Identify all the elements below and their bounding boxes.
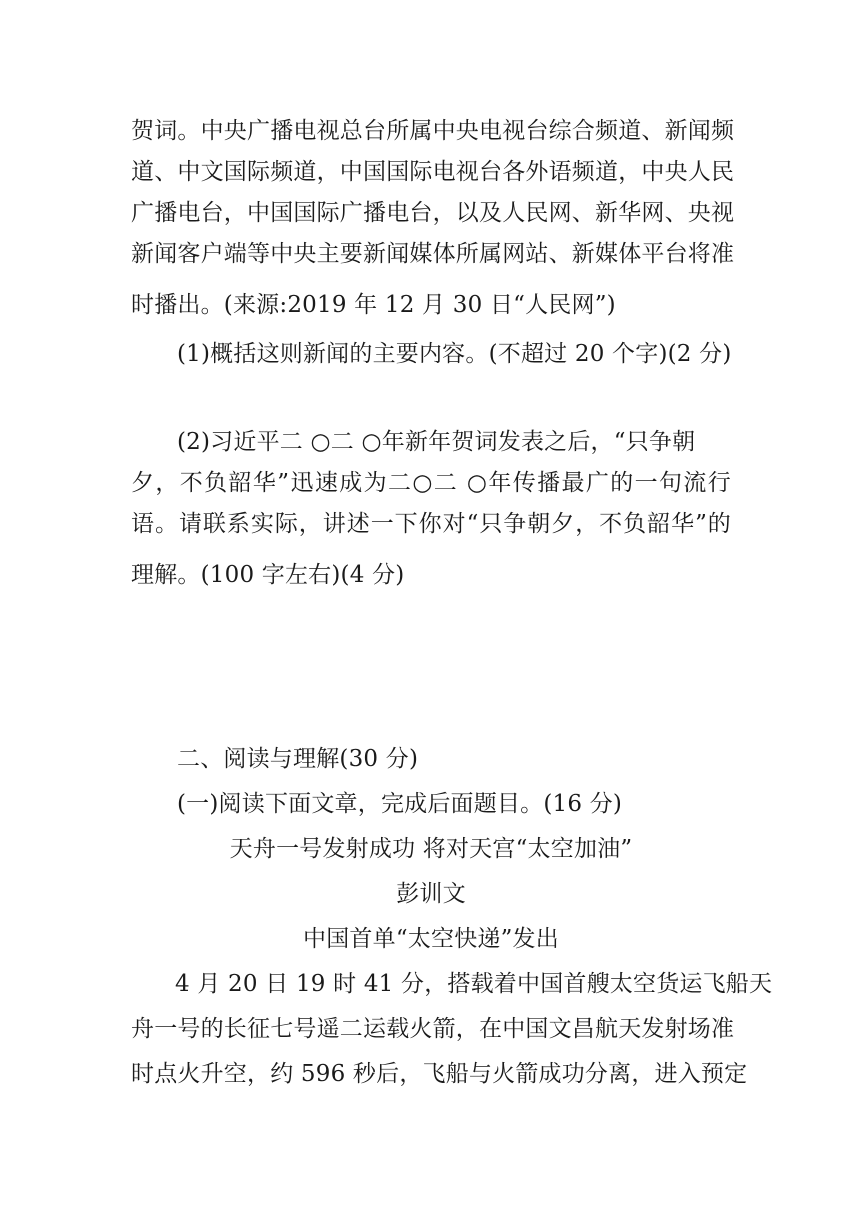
article-body-line-1: 4 月 20 日 19 时 41 分，搭载着中国首艘太空货运飞船天 xyxy=(175,971,773,997)
intro-line-4: 新闻客户端等中央主要新闻媒体所属网站、新媒体平台将准 xyxy=(131,241,735,267)
section-heading: 二、阅读与理解(30 分) xyxy=(177,746,419,772)
intro-line-2: 道、中文国际频道，中国国际电视台各外语频道，中央人民 xyxy=(131,159,735,185)
question-2-line-3: 语。请联系实际，讲述一下你对“只争朝夕，不负韶华”的 xyxy=(131,511,731,537)
question-2-line-4: 理解。(100 字左右)(4 分) xyxy=(131,562,405,588)
question-2-line-1: (2)习近平二 ○二 ○年新年贺词发表之后，“只争朝 xyxy=(177,429,696,455)
article-body-line-3: 时点火升空，约 596 秒后，飞船与火箭成功分离，进入预定 xyxy=(131,1061,748,1087)
question-1: (1)概括这则新闻的主要内容。(不超过 20 个字)(2 分) xyxy=(177,341,732,367)
intro-line-3: 广播电台，中国国际广播电台，以及人民网、新华网、央视 xyxy=(131,200,735,226)
intro-line-5: 时播出。(来源:2019 年 12 月 30 日“人民网”) xyxy=(131,292,616,318)
question-2-line-2: 夕，不负韶华”迅速成为二○二 ○年传播最广的一句流行 xyxy=(131,470,731,496)
article-subtitle: 中国首单“太空快递”发出 xyxy=(303,926,559,952)
article-body-line-2: 舟一号的长征七号遥二运载火箭，在中国文昌航天发射场准 xyxy=(131,1016,735,1042)
subsection-heading: (一)阅读下面文章，完成后面题目。(16 分) xyxy=(177,791,623,817)
intro-line-1: 贺词。中央广播电视总台所属中央电视台综合频道、新闻频 xyxy=(131,118,735,144)
article-title: 天舟一号发射成功 将对天宫“太空加油” xyxy=(229,836,633,862)
article-author: 彭训文 xyxy=(396,881,466,907)
